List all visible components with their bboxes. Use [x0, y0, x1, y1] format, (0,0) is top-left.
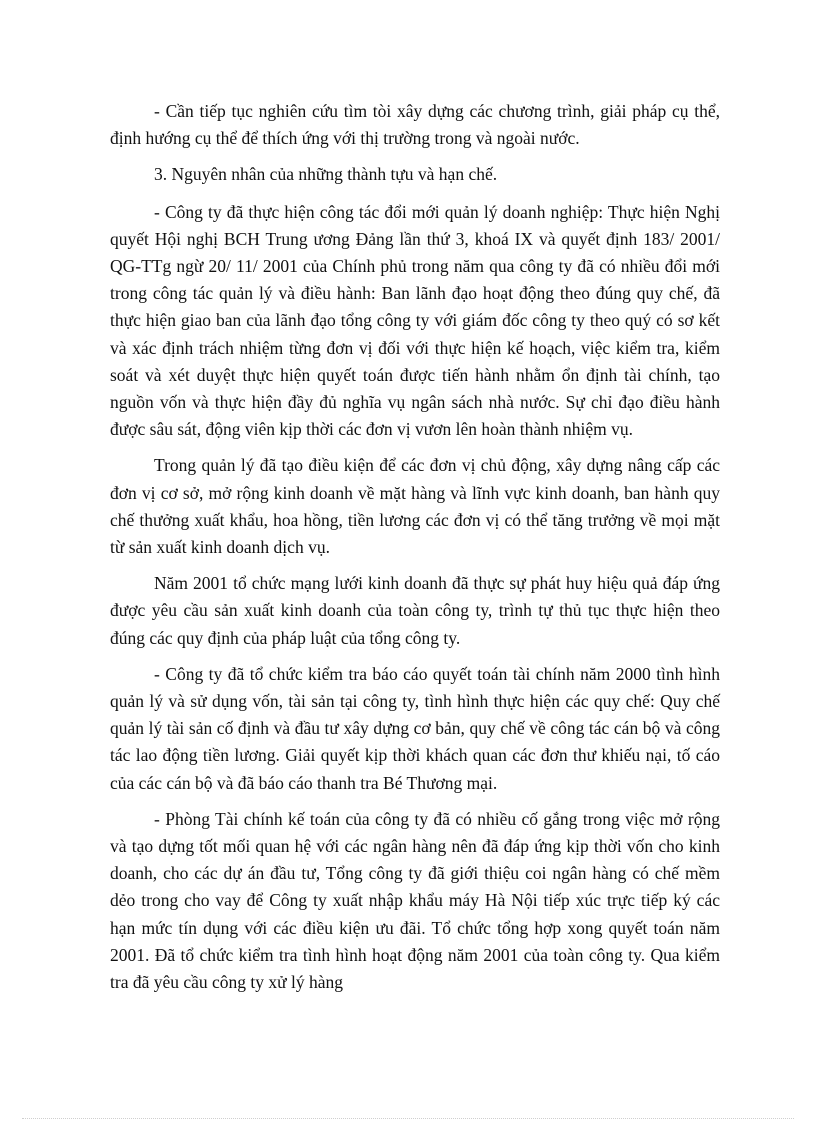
- page-bottom-divider: [22, 1118, 794, 1119]
- paragraph-research-solutions: - Cần tiếp tục nghiên cứu tìm tòi xây dựng các chương trình, giải pháp cụ thể, định hướng cụ thể để thích ứng với thị trường trong và ngoài nước.: [110, 101, 720, 149]
- paragraph-management-reform: - Công ty đã thực hiện công tác đổi mới quản lý doanh nghiệp: Thực hiện Nghị quyết Hội nghị BCH Trung ương Đảng lần thứ 3, khoá IX và quyết định 183/ 2001/ QG-TTg ngừ 20/ 11/ 2001 của Chính phủ trong năm qua công ty đã có nhiều đổi mới trong công tác quản lý và điều hành: Ban lãnh đạo hoạt động theo đúng quy chế, đã thực hiện giao ban của lãnh đạo tổng công ty với giám đốc công ty theo quý có sơ kết và xác định trách nhiệm từng đơn vị đối với thực hiện kế hoạch, việc kiểm tra, kiểm soát và xét duyệt thực hiện quyết toán được tiến hành nhằm ổn định tài chính, tạo nguồn vốn và thực hiện đầy đủ nghĩa vụ ngân sách nhà nước. Sự chỉ đạo điều hành được sâu sát, động viên kịp thời các đơn vị vươn lên hoàn thành nhiệm vụ.: [110, 201, 720, 440]
- document-body: [110, 98, 720, 1005]
- paragraph-financial-audit: - Công ty đã tổ chức kiểm tra báo cáo quyết toán tài chính năm 2000 tình hình quản lý và sử dụng vốn, tài sản tại công ty, tình hình thực hiện các quy chế: Quy chế quản lý tài sản cố định và đầu tư xây dựng cơ bản, quy chế về công tác cán bộ và công tác lao động tiền lương. Giải quyết kịp thời khách quan các đơn thư khiếu nại, tố cáo của các cán bộ và đã báo cáo thanh tra Bé Thương mại.: [110, 663, 720, 793]
- paragraph-business-network-2001: Năm 2001 tổ chức mạng lưới kinh doanh đã thực sự phát huy hiệu quả đáp ứng được yêu cầu sản xuất kinh doanh của toàn công ty, trình tự thủ tục thực hiện theo đúng các quy định của pháp luật của tổng công ty.: [110, 573, 720, 648]
- paragraph-management-conditions: Trong quản lý đã tạo điều kiện để các đơn vị chủ động, xây dựng nâng cấp các đơn vị cơ sở, mở rộng kinh doanh về mặt hàng và lĩnh vực kinh doanh, ban hành quy chế thưởng xuất khẩu, hoa hồng, tiền lương các đơn vị có thể tăng trưởng về mọi mặt từ sản xuất kinh doanh dịch vụ.: [110, 455, 720, 558]
- section-heading-causes: 3. Nguyên nhân của những thành tựu và hạn chế.: [154, 164, 498, 185]
- paragraph-accounting-department: - Phòng Tài chính kế toán của công ty đã có nhiều cố gắng trong việc mở rộng và tạo dựng tốt mối quan hệ với các ngân hàng nên đã đáp ứng kịp thời vốn cho kinh doanh, cho các dự án đầu tư, Tổng công ty đã giới thiệu coi ngân hàng có chế mềm dẻo trong cho vay để Công ty xuất nhập khẩu máy Hà Nội tiếp xúc trực tiếp ký các hạn mức tín dụng với các điều kiện ưu đãi. Tổ chức tổng hợp xong quyết toán năm 2001. Đã tổ chức kiểm tra tình hình hoạt động năm 2001 của toàn công ty. Qua kiểm tra đã yêu cầu công ty xử lý hàng: [110, 808, 720, 993]
